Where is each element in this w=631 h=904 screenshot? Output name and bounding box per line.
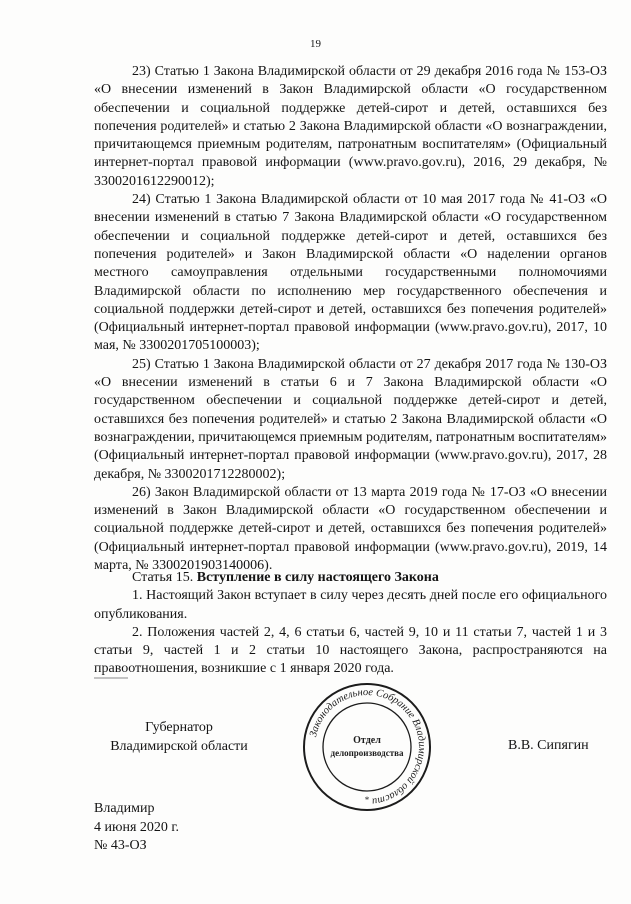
signatory-title-line-1: Губернатор (145, 720, 213, 735)
article-label: Статья 15. (132, 570, 197, 585)
article-title: Вступление в силу настоящего Закона (196, 570, 439, 585)
seal-inner-ring (323, 703, 411, 791)
list-item-23: 23) Статью 1 Закона Владимирской области от 29 декабря 2016 года № 153-ОЗ «О внесении изменений в Закон Владимирской области «О государственном обеспечении и социальной поддержке детей-сирот и детей, оставшихся без попечения родителей» и статью 2 Закона Владимирской области «О вознаграждении, причитающемся приемным родителям, патронатным воспитателям» (Официальный интернет-портал правовой информации (www.pravo.gov.ru), 2016, 29 декабря, № 3300201612290012); (94, 64, 607, 189)
list-item-26: 26) Закон Владимирской области от 13 марта 2019 года № 17-ОЗ «О внесении изменений в Закон Владимирской области «О государственном обеспечении и социальной поддержке детей-сирот и детей, оставшихся без попечения родителей» (Официальный интернет-портал правовой информации (www.pravo.gov.ru), 2019, 14 марта, № 3300201903140006). (94, 484, 607, 574)
seal-ring-text: Законодательное Собрание Владимирской области (308, 686, 428, 807)
footer-city: Владимир (94, 801, 155, 816)
seal-center-line-2: делопроизводства (330, 748, 404, 758)
article-heading (94, 569, 607, 587)
footer-date: 4 июня 2020 г. (94, 819, 180, 835)
list-item-25: 25) Статью 1 Закона Владимирской области от 27 декабря 2017 года № 130-ОЗ «О внесении изменений в статьи 6 и 7 Закона Владимирской области «О государственном обеспечении и социальной поддержке детей-сирот и детей, оставшихся без попечения родителей» и статью 2 Закона Владимирской области «О вознаграждении, причитающемся приемным родителям, патронатным воспитателям» (Официальный интернет-портал правовой информации (www.pravo.gov.ru), 2017, 28 декабря, № 3300201712280002); (94, 356, 607, 482)
enumerated-list (94, 63, 607, 575)
official-seal (302, 682, 432, 812)
signatory-title (94, 718, 264, 756)
list-item-24: 24) Статью 1 Закона Владимирской области от 10 мая 2017 года № 41-ОЗ «О внесении изменений в статью 7 Закона Владимирской области «О государственном обеспечении и социальной поддержке детей-сирот и детей, оставшихся без попечения родителей» и Закон Владимирской области «О наделении органов местного самоуправления отдельными государственными полномочиями Владимирской области по исполнению мер государственного обеспечения и социальной поддержки детей-сирот и детей, оставшихся без попечения родителей» (Официальный интернет-портал правовой информации (www.pravo.gov.ru), 2017, 10 мая, № 3300201705100003); (94, 192, 607, 354)
signatory-name: В.В. Сипягин (508, 738, 589, 753)
seal-center-line-1: Отдел (353, 735, 381, 746)
page-number: 19 (310, 38, 321, 50)
article-clause-2: 2. Положения частей 2, 4, 6 статьи 6, частей 9, 10 и 11 статьи 7, частей 1 и 3 статьи 9, частей 1 и 2 статьи 10 настоящего Закона, распространяются на правоотношения, возникшие с 1 января 2020 года. (94, 624, 607, 677)
article-clause-1: 1. Настоящий Закон вступает в силу через десять дней после его официального опубликования. (94, 588, 607, 622)
footer-law-number: № 43-ОЗ (94, 838, 147, 853)
scan-artifact (94, 677, 128, 679)
article-15 (94, 569, 607, 679)
document-footer (94, 800, 179, 856)
seal-star-icon: * (364, 795, 370, 805)
signatory-title-line-2: Владимирской области (110, 739, 248, 754)
